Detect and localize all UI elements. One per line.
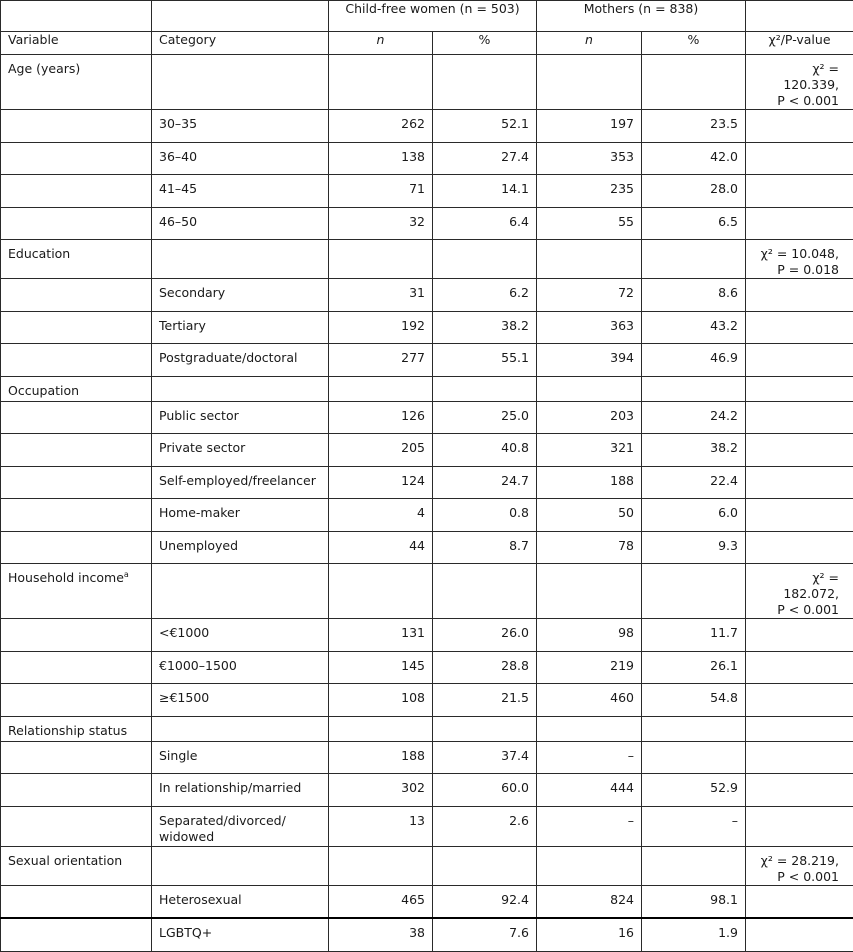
- empty-cell: [746, 466, 853, 499]
- mothers-pct-cell: 8.6: [642, 279, 746, 312]
- empty-cell: [746, 311, 853, 344]
- empty-cell: [329, 55, 433, 110]
- variable-row: [1, 564, 853, 619]
- stat-line: χ² = 182.072,: [753, 570, 839, 602]
- table-body: [1, 55, 853, 952]
- mothers-pct-cell: [642, 741, 746, 774]
- mothers-n-cell: 188: [537, 466, 642, 499]
- childfree-n-cell: 71: [329, 175, 433, 208]
- childfree-pct-cell: 21.5: [433, 684, 537, 717]
- empty-cell: [746, 499, 853, 532]
- empty-cell: [152, 55, 329, 110]
- childfree-n-cell: 44: [329, 531, 433, 564]
- empty-cell: [746, 279, 853, 312]
- empty-cell: [746, 684, 853, 717]
- mothers-pct-cell: 98.1: [642, 885, 746, 918]
- mothers-n-cell: 363: [537, 311, 642, 344]
- childfree-pct-cell: 14.1: [433, 175, 537, 208]
- table-row: [1, 684, 853, 717]
- empty-cell: [746, 774, 853, 807]
- variable-row: [1, 376, 853, 401]
- variable-label: [1, 716, 152, 741]
- childfree-pct-cell: 6.4: [433, 207, 537, 240]
- childfree-pct-cell: 28.8: [433, 651, 537, 684]
- empty-cell: [329, 376, 433, 401]
- mothers-pct-cell: 42.0: [642, 142, 746, 175]
- variable-row: [1, 55, 853, 110]
- empty-cell: [1, 279, 152, 312]
- variable-name: Relationship status: [8, 723, 127, 738]
- empty-cell: [537, 55, 642, 110]
- category-cell: Postgraduate/doctoral: [152, 344, 329, 377]
- mothers-n-cell: 353: [537, 142, 642, 175]
- childfree-n-cell: 108: [329, 684, 433, 717]
- stat-line: P < 0.001: [753, 869, 839, 885]
- empty-cell: [329, 716, 433, 741]
- childfree-pct-cell: 7.6: [433, 918, 537, 951]
- childfree-pct-cell: 8.7: [433, 531, 537, 564]
- stat-cell: [746, 376, 853, 401]
- table-header: [1, 1, 853, 55]
- mothers-n-cell: 72: [537, 279, 642, 312]
- mothers-pct-cell: 38.2: [642, 434, 746, 467]
- table-row: [1, 499, 853, 532]
- variable-label: [1, 564, 152, 619]
- childfree-n-cell: 131: [329, 619, 433, 652]
- mothers-pct-cell: 43.2: [642, 311, 746, 344]
- mothers-n-cell: 394: [537, 344, 642, 377]
- empty-cell: [746, 806, 853, 846]
- empty-cell: [642, 376, 746, 401]
- table-row: [1, 741, 853, 774]
- childfree-pct-cell: 0.8: [433, 499, 537, 532]
- empty-cell: [433, 564, 537, 619]
- empty-cell: [1, 619, 152, 652]
- header-m-pct: %: [642, 32, 746, 55]
- mothers-pct-cell: 54.8: [642, 684, 746, 717]
- stat-cell: [746, 846, 853, 885]
- header-stat: χ²/P-value: [746, 32, 853, 55]
- stat-cell: [746, 716, 853, 741]
- childfree-n-cell: 38: [329, 918, 433, 951]
- mothers-pct-cell: 52.9: [642, 774, 746, 807]
- stat-line: P < 0.001: [753, 602, 839, 618]
- mothers-n-cell: 203: [537, 401, 642, 434]
- variable-row: [1, 716, 853, 741]
- childfree-pct-cell: 37.4: [433, 741, 537, 774]
- empty-cell: [152, 846, 329, 885]
- empty-cell: [642, 716, 746, 741]
- variable-name: Sexual orientation: [8, 853, 122, 868]
- empty-cell: [1, 806, 152, 846]
- empty-cell: [1, 175, 152, 208]
- table-row: [1, 651, 853, 684]
- empty-cell: [746, 344, 853, 377]
- header-cf-n: n: [329, 32, 433, 55]
- category-cell: Separated/divorced/ widowed: [152, 806, 329, 846]
- table-row: [1, 175, 853, 208]
- variable-name: Education: [8, 246, 70, 261]
- header-category: Category: [152, 32, 329, 55]
- category-cell: LGBTQ+: [152, 918, 329, 951]
- variable-label: [1, 376, 152, 401]
- empty-cell: [746, 434, 853, 467]
- category-cell: Tertiary: [152, 311, 329, 344]
- category-cell: Public sector: [152, 401, 329, 434]
- table-row: [1, 110, 853, 143]
- variable-name: Occupation: [8, 383, 79, 398]
- empty-cell: [1, 344, 152, 377]
- empty-cell: [1, 531, 152, 564]
- mothers-pct-cell: 1.9: [642, 918, 746, 951]
- childfree-n-cell: 13: [329, 806, 433, 846]
- childfree-pct-cell: 24.7: [433, 466, 537, 499]
- mothers-n-cell: –: [537, 806, 642, 846]
- childfree-n-cell: 138: [329, 142, 433, 175]
- variable-label: [1, 846, 152, 885]
- childfree-pct-cell: 92.4: [433, 885, 537, 918]
- empty-cell: [642, 55, 746, 110]
- childfree-pct-cell: 2.6: [433, 806, 537, 846]
- empty-cell: [746, 918, 853, 951]
- childfree-n-cell: 205: [329, 434, 433, 467]
- empty-cell: [1, 142, 152, 175]
- childfree-n-cell: 4: [329, 499, 433, 532]
- category-cell: Secondary: [152, 279, 329, 312]
- empty-cell: [1, 885, 152, 918]
- empty-cell: [642, 846, 746, 885]
- empty-cell: [329, 240, 433, 279]
- childfree-n-cell: 302: [329, 774, 433, 807]
- empty-cell: [1, 207, 152, 240]
- category-cell: Heterosexual: [152, 885, 329, 918]
- header-variable: Variable: [1, 32, 152, 55]
- mothers-n-cell: 78: [537, 531, 642, 564]
- mothers-n-cell: –: [537, 741, 642, 774]
- childfree-pct-cell: 40.8: [433, 434, 537, 467]
- empty-cell: [1, 466, 152, 499]
- mothers-n-cell: 219: [537, 651, 642, 684]
- empty-cell: [1, 651, 152, 684]
- empty-cell: [433, 240, 537, 279]
- stat-line: χ² = 120.339,: [753, 61, 839, 93]
- childfree-pct-cell: 60.0: [433, 774, 537, 807]
- mothers-pct-cell: 6.5: [642, 207, 746, 240]
- header-mothers-group: Mothers (n = 838): [537, 1, 746, 32]
- childfree-n-cell: 124: [329, 466, 433, 499]
- header-variable-spacer: [1, 1, 152, 32]
- empty-cell: [537, 846, 642, 885]
- empty-cell: [433, 55, 537, 110]
- empty-cell: [746, 207, 853, 240]
- category-cell: Private sector: [152, 434, 329, 467]
- category-cell: Unemployed: [152, 531, 329, 564]
- empty-cell: [1, 499, 152, 532]
- mothers-pct-cell: 26.1: [642, 651, 746, 684]
- mothers-n-cell: 444: [537, 774, 642, 807]
- childfree-pct-cell: 26.0: [433, 619, 537, 652]
- childfree-pct-cell: 38.2: [433, 311, 537, 344]
- category-cell: In relationship/married: [152, 774, 329, 807]
- empty-cell: [152, 240, 329, 279]
- stat-line: χ² = 10.048,: [753, 246, 839, 262]
- empty-cell: [746, 110, 853, 143]
- category-cell: Home-maker: [152, 499, 329, 532]
- category-cell: Single: [152, 741, 329, 774]
- variable-name: Household income: [8, 570, 124, 585]
- empty-cell: [329, 564, 433, 619]
- childfree-n-cell: 145: [329, 651, 433, 684]
- childfree-n-cell: 188: [329, 741, 433, 774]
- empty-cell: [642, 564, 746, 619]
- empty-cell: [746, 651, 853, 684]
- childfree-n-cell: 32: [329, 207, 433, 240]
- empty-cell: [433, 376, 537, 401]
- empty-cell: [1, 434, 152, 467]
- empty-cell: [746, 531, 853, 564]
- mothers-pct-cell: 24.2: [642, 401, 746, 434]
- table-row: [1, 806, 853, 846]
- empty-cell: [433, 716, 537, 741]
- empty-cell: [1, 741, 152, 774]
- childfree-pct-cell: 27.4: [433, 142, 537, 175]
- table-row: [1, 466, 853, 499]
- childfree-n-cell: 465: [329, 885, 433, 918]
- table-row: [1, 401, 853, 434]
- childfree-n-cell: 126: [329, 401, 433, 434]
- header-category-spacer: [152, 1, 329, 32]
- mothers-pct-cell: 28.0: [642, 175, 746, 208]
- mothers-pct-cell: 9.3: [642, 531, 746, 564]
- table-row: [1, 885, 853, 918]
- category-cell: Self-employed/freelancer: [152, 466, 329, 499]
- empty-cell: [746, 619, 853, 652]
- mothers-n-cell: 16: [537, 918, 642, 951]
- empty-cell: [746, 401, 853, 434]
- empty-cell: [746, 142, 853, 175]
- childfree-pct-cell: 52.1: [433, 110, 537, 143]
- header-childfree-group: Child-free women (n = 503): [329, 1, 537, 32]
- header-m-n: n: [537, 32, 642, 55]
- empty-cell: [537, 376, 642, 401]
- empty-cell: [746, 741, 853, 774]
- mothers-n-cell: 824: [537, 885, 642, 918]
- variable-row: [1, 240, 853, 279]
- mothers-n-cell: 50: [537, 499, 642, 532]
- variable-row: [1, 846, 853, 885]
- childfree-pct-cell: 25.0: [433, 401, 537, 434]
- empty-cell: [1, 401, 152, 434]
- table-row: [1, 207, 853, 240]
- table-row: [1, 142, 853, 175]
- stat-cell: [746, 240, 853, 279]
- table-row: [1, 279, 853, 312]
- table-row: [1, 434, 853, 467]
- empty-cell: [642, 240, 746, 279]
- mothers-pct-cell: 46.9: [642, 344, 746, 377]
- empty-cell: [152, 564, 329, 619]
- footnote-marker: a: [124, 570, 129, 579]
- empty-cell: [746, 175, 853, 208]
- variable-label: [1, 55, 152, 110]
- mothers-n-cell: 55: [537, 207, 642, 240]
- mothers-pct-cell: –: [642, 806, 746, 846]
- table-row: [1, 774, 853, 807]
- mothers-n-cell: 321: [537, 434, 642, 467]
- empty-cell: [1, 110, 152, 143]
- mothers-n-cell: 98: [537, 619, 642, 652]
- mothers-pct-cell: 23.5: [642, 110, 746, 143]
- empty-cell: [746, 885, 853, 918]
- header-stat-spacer: [746, 1, 853, 32]
- stat-line: P = 0.018: [753, 262, 839, 278]
- variable-label: [1, 240, 152, 279]
- mothers-pct-cell: 11.7: [642, 619, 746, 652]
- empty-cell: [329, 846, 433, 885]
- childfree-n-cell: 277: [329, 344, 433, 377]
- category-cell: ≥€1500: [152, 684, 329, 717]
- mothers-n-cell: 235: [537, 175, 642, 208]
- variable-name: Age (years): [8, 61, 80, 76]
- empty-cell: [1, 311, 152, 344]
- category-cell: 36–40: [152, 142, 329, 175]
- mothers-n-cell: 197: [537, 110, 642, 143]
- stat-cell: [746, 564, 853, 619]
- table-row: [1, 531, 853, 564]
- stat-line: P < 0.001: [753, 93, 839, 109]
- category-cell: 30–35: [152, 110, 329, 143]
- table-row: [1, 918, 853, 951]
- category-cell: 41–45: [152, 175, 329, 208]
- empty-cell: [1, 918, 152, 951]
- category-cell: <€1000: [152, 619, 329, 652]
- stat-line: χ² = 28.219,: [753, 853, 839, 869]
- table-row: [1, 311, 853, 344]
- mothers-pct-cell: 22.4: [642, 466, 746, 499]
- stat-cell: [746, 55, 853, 110]
- empty-cell: [1, 684, 152, 717]
- childfree-pct-cell: 55.1: [433, 344, 537, 377]
- childfree-n-cell: 262: [329, 110, 433, 143]
- mothers-pct-cell: 6.0: [642, 499, 746, 532]
- empty-cell: [152, 716, 329, 741]
- childfree-n-cell: 192: [329, 311, 433, 344]
- category-cell: 46–50: [152, 207, 329, 240]
- childfree-n-cell: 31: [329, 279, 433, 312]
- mothers-n-cell: 460: [537, 684, 642, 717]
- empty-cell: [152, 376, 329, 401]
- childfree-pct-cell: 6.2: [433, 279, 537, 312]
- empty-cell: [537, 716, 642, 741]
- category-cell: €1000–1500: [152, 651, 329, 684]
- empty-cell: [537, 564, 642, 619]
- table-row: [1, 344, 853, 377]
- table-row: [1, 619, 853, 652]
- empty-cell: [537, 240, 642, 279]
- empty-cell: [1, 774, 152, 807]
- header-cf-pct: %: [433, 32, 537, 55]
- empty-cell: [433, 846, 537, 885]
